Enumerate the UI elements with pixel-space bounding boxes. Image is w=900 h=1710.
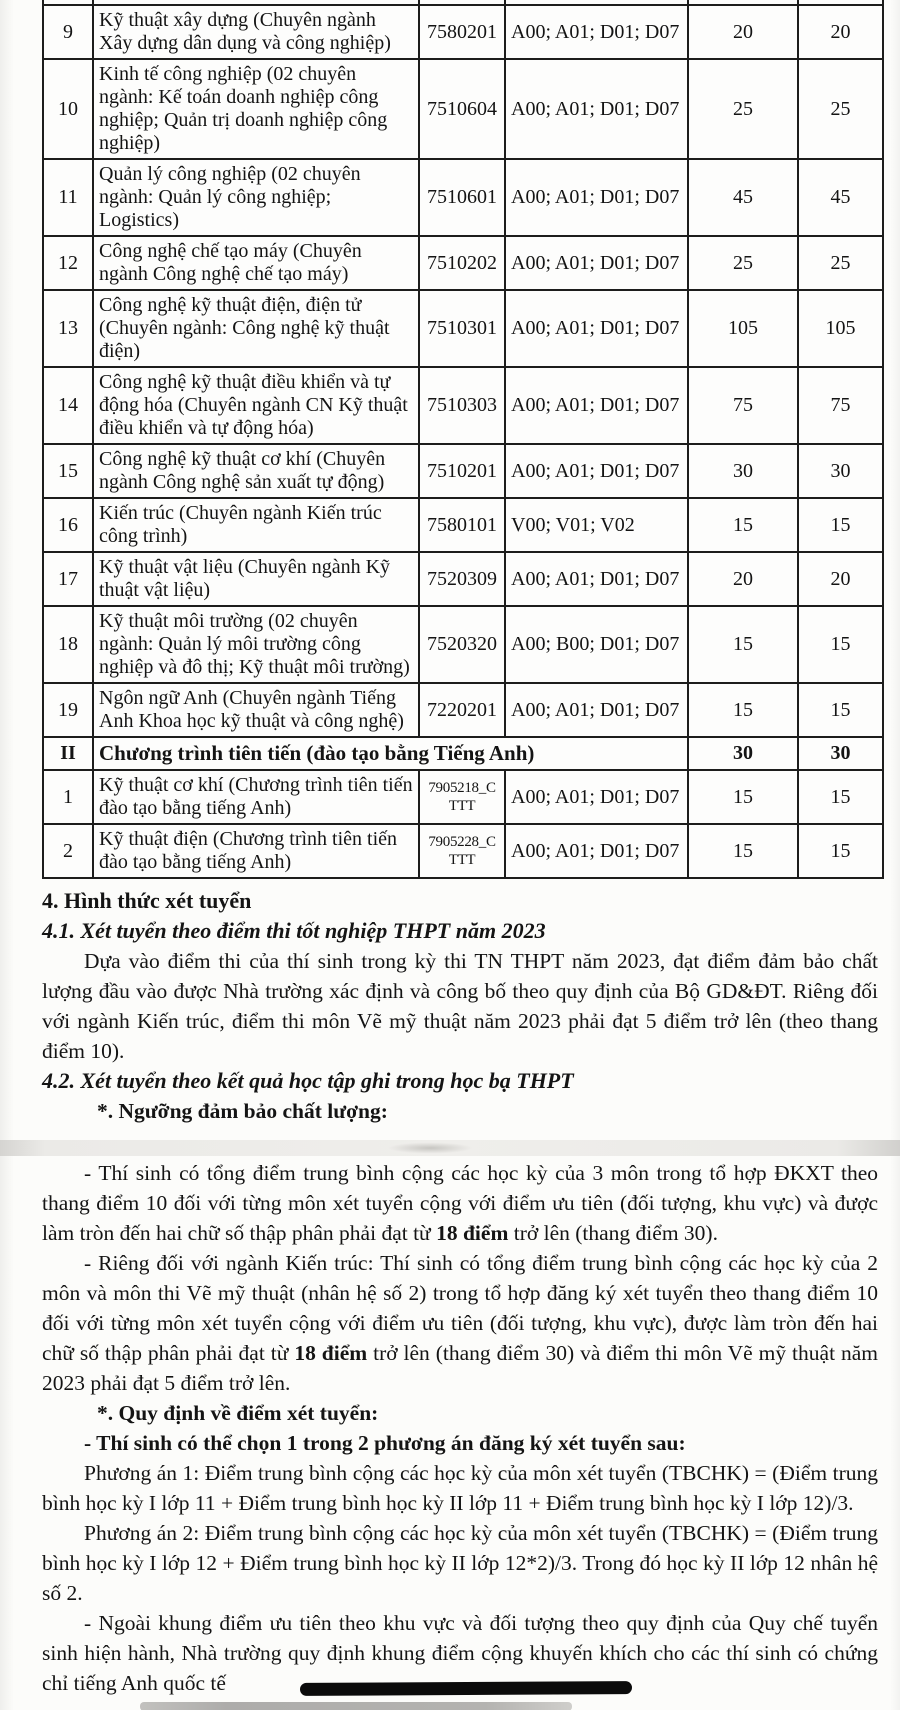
- row-number-cell: 1: [43, 770, 93, 824]
- row-number-cell: 17: [43, 552, 93, 606]
- major-code-cell: 7510303: [419, 367, 505, 444]
- major-code-cell: 7580101: [419, 498, 505, 552]
- text-run: *. Ngưỡng đảm bảo chất lượng:: [97, 1099, 388, 1123]
- subsection-heading: [42, 1066, 878, 1096]
- quota-hocba-cell: 15: [798, 824, 883, 878]
- row-number-cell: 11: [43, 159, 93, 236]
- quota-hocba-cell: 15: [798, 770, 883, 824]
- major-code-cell: 7510301: [419, 290, 505, 367]
- table-row: [43, 159, 883, 236]
- section-number-cell: II: [43, 737, 93, 770]
- quota-thpt-cell: 25: [688, 59, 798, 159]
- text-run: - Thí sinh có thể chọn 1 trong 2 phương án đăng ký xét tuyển sau:: [84, 1431, 686, 1455]
- text-run: 18 điểm: [294, 1341, 368, 1365]
- quota-hocba-cell: 45: [798, 159, 883, 236]
- quota-thpt-cell: 15: [688, 770, 798, 824]
- quota-hocba-cell: 15: [798, 498, 883, 552]
- text-run: - Riêng đối với ngành Kiến trúc: Thí sinh có tổng điểm trung bình cộng các học kỳ của 2 môn và môn thi Vẽ mỹ thuật (nhân hệ số 2) trong tổ hợp đăng ký xét tuyển theo thang điểm 10 đối với từng môn xét tuyển cộng với điểm ưu tiên (đối tượng, khu vực), được làm tròn đến hai chữ số thập phân phải đạt từ: [42, 1251, 878, 1365]
- text-run: trở lên (thang điểm 30) và điểm thi môn Vẽ mỹ thuật năm 2023 phải đạt 5 điểm trở lên.: [42, 1341, 879, 1395]
- quota-hocba-cell: 75: [798, 367, 883, 444]
- text-run: trở lên (thang điểm 30).: [508, 1221, 718, 1245]
- subject-combination-cell: A00; A01; D01; D07: [505, 367, 688, 444]
- major-name-cell: Kinh tế công nghiệp (02 chuyên ngành: Kế toán doanh nghiệp công nghiệp; Quản trị doanh nghiệp công nghiệp): [93, 59, 419, 159]
- quota-hocba-cell: 25: [798, 236, 883, 290]
- major-code-cell: 7510601: [419, 159, 505, 236]
- subsection-heading: [42, 916, 878, 946]
- quota-thpt-cell: 20: [688, 552, 798, 606]
- table-section-row: [43, 737, 883, 770]
- quota-hocba-cell: 20: [798, 5, 883, 59]
- major-code-cell: 7580201: [419, 5, 505, 59]
- subject-combination-cell: A00; A01; D01; D07: [505, 824, 688, 878]
- table-row: [43, 606, 883, 683]
- row-number-cell: 12: [43, 236, 93, 290]
- paragraph: [42, 1458, 878, 1518]
- quota-hocba-cell: 15: [798, 606, 883, 683]
- quota-hocba-cell: 30: [798, 737, 883, 770]
- text-run: Phương án 2: Điểm trung bình cộng các học kỳ của môn xét tuyển (TBCHK) = (Điểm trung bình học kỳ I lớp 12 + Điểm trung bình học kỳ II lớp 12*2)/3. Trong đó học kỳ II lớp 12 nhân hệ số 2.: [42, 1521, 878, 1605]
- major-code-cell: 7510201: [419, 444, 505, 498]
- quota-thpt-cell: 30: [688, 737, 798, 770]
- major-name-cell: Kỹ thuật điện (Chương trình tiên tiến đào tạo bằng tiếng Anh): [93, 824, 419, 878]
- row-number-cell: 9: [43, 5, 93, 59]
- paragraph-redacted: [42, 1608, 878, 1698]
- major-name-cell: Kỹ thuật xây dựng (Chuyên ngành Xây dựng dân dụng và công nghiệp): [93, 5, 419, 59]
- major-name-cell: Kỹ thuật môi trường (02 chuyên ngành: Quản lý môi trường công nghiệp và đô thị; Kỹ thuật môi trường): [93, 606, 419, 683]
- text-run: 18 điểm: [436, 1221, 509, 1245]
- redaction-bar: [300, 1681, 632, 1696]
- quota-hocba-cell: 15: [798, 683, 883, 737]
- major-name-cell: Công nghệ kỹ thuật cơ khí (Chuyên ngành Công nghệ sản xuất tự động): [93, 444, 419, 498]
- major-name-cell: Công nghệ kỹ thuật điện, điện tử (Chuyên ngành: Công nghệ kỹ thuật điện): [93, 290, 419, 367]
- major-name-cell: Quản lý công nghiệp (02 chuyên ngành: Quản lý công nghiệp; Logistics): [93, 159, 419, 236]
- paragraph-bold: [42, 1428, 878, 1458]
- paragraph: [42, 1518, 878, 1608]
- table-row: [43, 59, 883, 159]
- quota-thpt-cell: 45: [688, 159, 798, 236]
- row-number-cell: 2: [43, 824, 93, 878]
- subject-combination-cell: A00; A01; D01; D07: [505, 236, 688, 290]
- major-code-cell: 7905218_C TTT: [419, 770, 505, 824]
- major-code-cell: 7510604: [419, 59, 505, 159]
- table-row: [43, 824, 883, 878]
- table-row: [43, 290, 883, 367]
- major-name-cell: Kỹ thuật vật liệu (Chuyên ngành Kỹ thuật vật liệu): [93, 552, 419, 606]
- subject-combination-cell: A00; A01; D01; D07: [505, 770, 688, 824]
- major-code-cell: 7510202: [419, 236, 505, 290]
- document-body: [0, 879, 900, 1698]
- text-run: 4.2. Xét tuyển theo kết quả học tập ghi trong học bạ THPT: [42, 1068, 574, 1093]
- redaction-shadow: [140, 1702, 572, 1710]
- quota-hocba-cell: 25: [798, 59, 883, 159]
- section-title-cell: Chương trình tiên tiến (đào tạo bằng Tiếng Anh): [93, 737, 688, 770]
- star-heading: [42, 1398, 878, 1428]
- row-number-cell: 13: [43, 290, 93, 367]
- subject-combination-cell: A00; A01; D01; D07: [505, 444, 688, 498]
- table-row: [43, 770, 883, 824]
- major-name-cell: Công nghệ chế tạo máy (Chuyên ngành Công nghệ chế tạo máy): [93, 236, 419, 290]
- paragraph: [42, 946, 878, 1066]
- row-number-cell: 18: [43, 606, 93, 683]
- quota-hocba-cell: 20: [798, 552, 883, 606]
- major-name-cell: Kiến trúc (Chuyên ngành Kiến trúc công trình): [93, 498, 419, 552]
- quota-thpt-cell: 75: [688, 367, 798, 444]
- paragraph: [42, 1158, 878, 1248]
- text-run: - Ngoài khung điểm ưu tiên theo khu vực và đối tượng theo quy định của Quy chế tuyển sinh hiện hành, Nhà trường quy định khung điểm cộng khuyến khích cho các thí sinh có chứng chỉ tiếng Anh quốc tế: [42, 1611, 878, 1695]
- row-number-cell: 19: [43, 683, 93, 737]
- quota-thpt-cell: 25: [688, 236, 798, 290]
- row-number-cell: 14: [43, 367, 93, 444]
- row-number-cell: 15: [43, 444, 93, 498]
- text-run: *. Quy định về điểm xét tuyển:: [97, 1401, 379, 1425]
- scan-seam: [0, 1140, 900, 1156]
- star-heading: [42, 1096, 878, 1126]
- subject-combination-cell: A00; B00; D01; D07: [505, 606, 688, 683]
- quota-thpt-cell: 15: [688, 498, 798, 552]
- section-heading: [42, 886, 878, 916]
- quota-thpt-cell: 15: [688, 683, 798, 737]
- major-code-cell: 7905228_C TTT: [419, 824, 505, 878]
- table-row: [43, 367, 883, 444]
- table-row: [43, 236, 883, 290]
- table-row: [43, 683, 883, 737]
- major-code-cell: 7520309: [419, 552, 505, 606]
- quota-thpt-cell: 105: [688, 290, 798, 367]
- major-name-cell: Kỹ thuật cơ khí (Chương trình tiên tiến đào tạo bằng tiếng Anh): [93, 770, 419, 824]
- quota-hocba-cell: 105: [798, 290, 883, 367]
- subject-combination-cell: V00; V01; V02: [505, 498, 688, 552]
- subject-combination-cell: A00; A01; D01; D07: [505, 5, 688, 59]
- subject-combination-cell: A00; A01; D01; D07: [505, 552, 688, 606]
- quota-thpt-cell: 15: [688, 824, 798, 878]
- text-run: Dựa vào điểm thi của thí sinh trong kỳ thi TN THPT năm 2023, đạt điểm đảm bảo chất lượng đầu vào được Nhà trường xác định và công bố theo quy định của Bộ GD&ĐT. Riêng đối với ngành Kiến trúc, điểm thi môn Vẽ mỹ thuật năm 2023 phải đạt 5 điểm trở lên (theo thang điểm 10).: [42, 949, 878, 1063]
- subject-combination-cell: A00; A01; D01; D07: [505, 290, 688, 367]
- text-run: 4.1. Xét tuyển theo điểm thi tốt nghiệp THPT năm 2023: [42, 918, 546, 943]
- majors-table-body: [43, 0, 883, 878]
- major-name-cell: Ngôn ngữ Anh (Chuyên ngành Tiếng Anh Khoa học kỹ thuật và công nghệ): [93, 683, 419, 737]
- major-code-cell: 7520320: [419, 606, 505, 683]
- subject-combination-cell: A00; A01; D01; D07: [505, 683, 688, 737]
- quota-thpt-cell: 15: [688, 606, 798, 683]
- row-number-cell: 10: [43, 59, 93, 159]
- subject-combination-cell: A00; A01; D01; D07: [505, 159, 688, 236]
- subject-combination-cell: A00; A01; D01; D07: [505, 59, 688, 159]
- quota-thpt-cell: 30: [688, 444, 798, 498]
- table-row: [43, 552, 883, 606]
- major-name-cell: Công nghệ kỹ thuật điều khiển và tự động hóa (Chuyên ngành CN Kỹ thuật điều khiển và tự động hóa): [93, 367, 419, 444]
- major-code-cell: 7220201: [419, 683, 505, 737]
- table-row: [43, 444, 883, 498]
- row-number-cell: 16: [43, 498, 93, 552]
- table-row: [43, 5, 883, 59]
- text-run: 4. Hình thức xét tuyển: [42, 888, 252, 913]
- majors-table: [42, 0, 884, 879]
- text-run: - Thí sinh có tổng điểm trung bình cộng các học kỳ của 3 môn trong tổ hợp ĐKXT theo thang điểm 10 đối với từng môn xét tuyển cộng với điểm ưu tiên (đối tượng, khu vực) và được làm tròn đến hai chữ số thập phân phải đạt từ: [42, 1161, 878, 1245]
- text-run: Phương án 1: Điểm trung bình cộng các học kỳ của môn xét tuyển (TBCHK) = (Điểm trung bình học kỳ I lớp 11 + Điểm trung bình học kỳ II lớp 11 + Điểm trung bình học kỳ I lớp 12)/3.: [42, 1461, 878, 1515]
- table-row: [43, 498, 883, 552]
- quota-hocba-cell: 30: [798, 444, 883, 498]
- quota-thpt-cell: 20: [688, 5, 798, 59]
- paragraph: [42, 1248, 878, 1398]
